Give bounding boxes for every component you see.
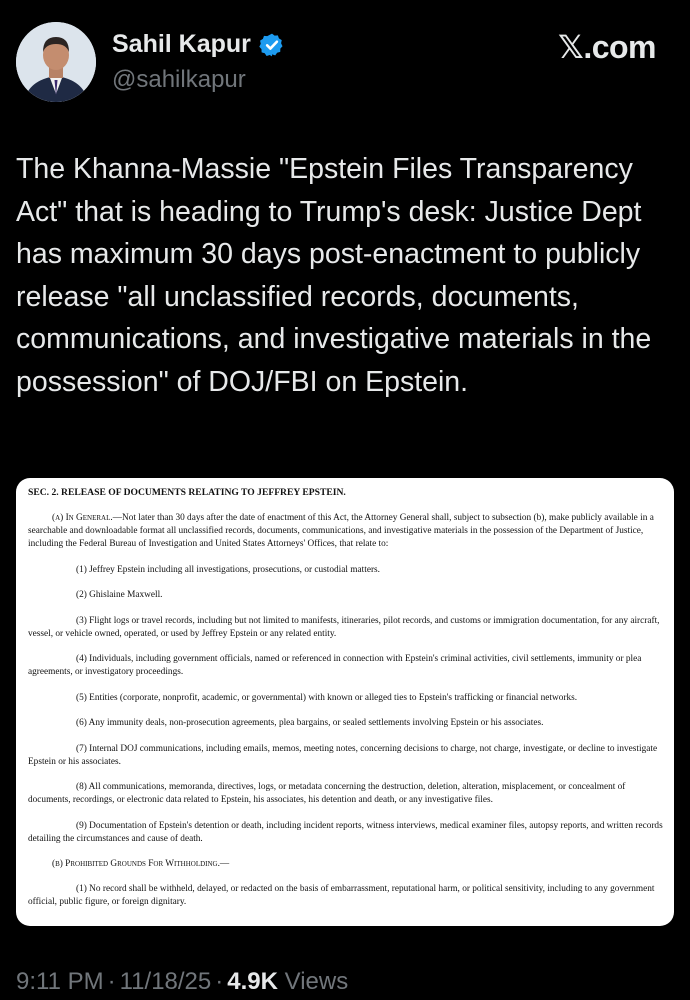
tweet-metadata [16,968,348,996]
avatar-portrait-icon [16,22,96,102]
separator: · [215,968,224,995]
document-subsection-b [28,858,664,871]
attached-document-image[interactable] [16,478,674,926]
subsection-a-text: —Not later than 30 days after the date of enactment of this Act, the Attorney General shall, subject to subsection (b), make publicly available in a searchable and downloadable format all unclassified records, documents, communications, and investigative materials in the possession of the Department of Justice, including the Federal Bureau of Investigation and United States Attorneys' Offices, that relate to: [28,513,654,549]
document-item: (2) Ghislaine Maxwell. [76,590,163,600]
document-item: (8) All communications, memoranda, directives, logs, or metadata concerning the destruction, deletion, alteration, misplacement, or concealment of documents, recordings, or electronic data related to Epstein, his associates, his detention and death, or any investigative files. [28,782,626,805]
author-name-row [112,30,285,59]
x-com-logo [558,28,656,66]
tweet-time[interactable]: 9:11 PM [16,968,104,995]
document-item: (7) Internal DOJ communications, including emails, memos, meeting notes, concerning decisions to charge, not charge, investigate, or decline to investigate Epstein or his associates. [28,743,658,767]
subsection-b-label: (b) Prohibited Grounds For Withholding. [52,859,220,869]
tweet-date[interactable]: 11/18/25 [119,968,212,995]
views-count: 4.9K [227,968,278,995]
subsection-a-label: (a) In General. [52,513,113,523]
author-name[interactable]: Sahil Kapur [112,30,251,58]
subsection-b-text: — [219,859,230,869]
document-subsection-a [28,512,664,551]
document-item: (9) Documentation of Epstein's detention or death, including incident reports, witness interviews, medical examiner files, autopsy reports, and written records detailing the circumstances and cause of death. [28,820,663,844]
tweet-text: The Khanna-Massie "Epstein Files Transparency Act" that is heading to Trump's desk: Justice Dept has maximum 30 days post-enactment to publicly release "all unclassified records, documents, communications, and investigative materials in the possession" of DOJ/FBI on Epstein. [16,153,652,398]
separator: · [107,968,116,995]
document-item: (1) No record shall be withheld, delayed, or redacted on the basis of embarrassment, reputational harm, or political sensitivity, including to any government official, public figure, or foreign dignitary. [28,884,655,907]
views-label: Views [284,968,349,995]
document-item: (3) Flight logs or travel records, including but not limited to manifests, itineraries, pilot records, and customs or immigration documentation, for any aircraft, vessel, or vehicle owned, operated, or used by Jeffrey Epstein or any related entity. [28,615,660,639]
document-item: (4) Individuals, including government officials, named or referenced in connection with Epstein's criminal activities, civil settlements, immunity or plea agreements, or investigatory proceedings. [28,654,642,677]
document-heading: SEC. 2. RELEASE OF DOCUMENTS RELATING TO JEFFREY EPSTEIN. [28,487,346,498]
brand-domain: .com [583,29,656,65]
x-logo-icon: 𝕏 [558,28,584,66]
document-item: (1) Jeffrey Epstein including all investigations, prosecutions, or custodial matters. [76,564,380,575]
document-item: (6) Any immunity deals, non-prosecution agreements, plea bargains, or sealed settlements involving Epstein or his associates. [76,718,544,728]
verified-badge-icon [259,32,285,58]
tweet-header [0,0,690,110]
author-handle[interactable]: @sahilkapur [112,66,246,93]
author-avatar[interactable] [16,22,96,102]
document-item: (5) Entities (corporate, nonprofit, academic, or governmental) with known or alleged ties to Epstein's trafficking or financial networks. [76,692,578,703]
